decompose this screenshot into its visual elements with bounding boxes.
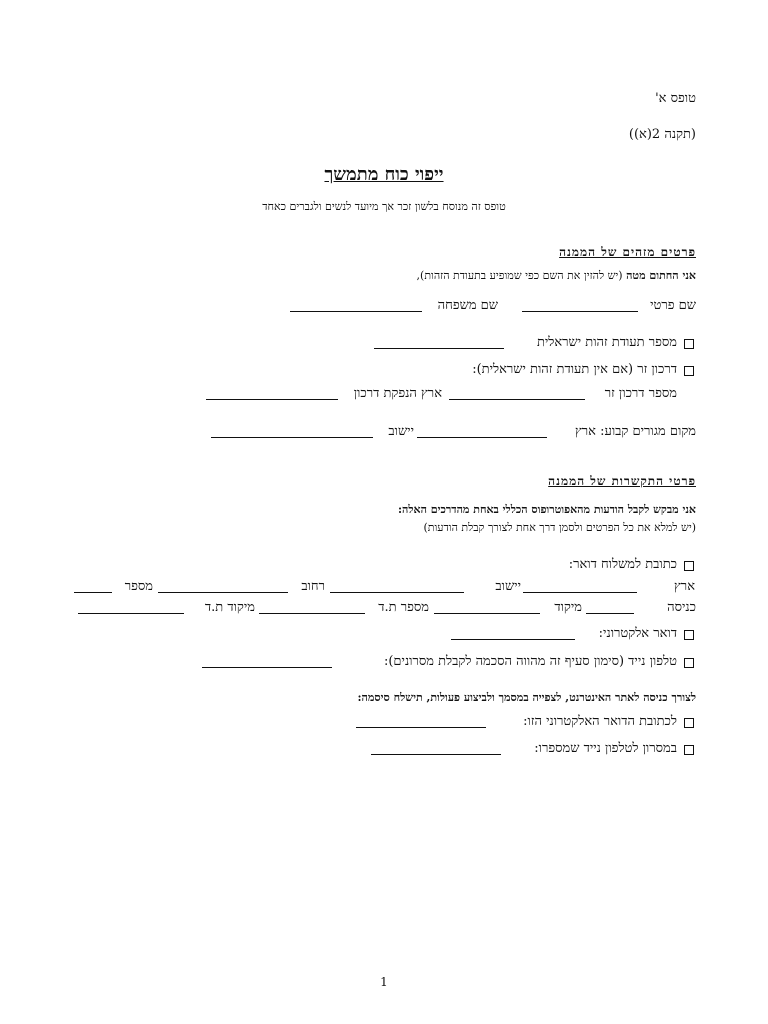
address-settlement-label: יישוב bbox=[495, 579, 521, 594]
address-number-field[interactable] bbox=[74, 592, 112, 593]
address-entrance-field[interactable] bbox=[586, 613, 634, 614]
israeli-id-label: מספר תעודת זהות ישראלית bbox=[536, 335, 677, 350]
first-name-field[interactable] bbox=[522, 311, 638, 312]
signer-intro-bold: אני החתום מטה bbox=[626, 269, 696, 282]
israeli-id-checkbox[interactable] bbox=[684, 339, 694, 349]
postal-address-checkbox[interactable] bbox=[684, 561, 694, 571]
mobile-phone-checkbox[interactable] bbox=[684, 658, 694, 668]
passport-country-label: ארץ הנפקת דרכון bbox=[353, 386, 442, 401]
address-pobox-zip-field[interactable] bbox=[78, 613, 184, 614]
address-pobox-field[interactable] bbox=[259, 613, 365, 614]
password-email-checkbox[interactable] bbox=[684, 718, 694, 728]
address-country-label: ארץ bbox=[674, 579, 695, 594]
passport-country-field[interactable] bbox=[206, 399, 338, 400]
address-zip-field[interactable] bbox=[434, 613, 540, 614]
contact-intro-note: (יש למלא את כל הפרטים ולסמן דרך אחת לצורך קבלת הודעות) bbox=[423, 521, 696, 534]
mobile-phone-field[interactable] bbox=[202, 667, 332, 668]
password-sms-field[interactable] bbox=[371, 754, 501, 755]
section-contact-details-heading: פרטי התקשרות של הממנה bbox=[548, 474, 696, 488]
address-entrance-label: כניסה bbox=[667, 600, 696, 615]
last-name-field[interactable] bbox=[290, 311, 422, 312]
mobile-phone-label: טלפון נייד (סימון סעיף זה מהווה הסכמה לקבלת מסרונים): bbox=[383, 654, 677, 669]
regulation-reference: (תקנה 2(א)) bbox=[628, 127, 696, 142]
residence-settlement-field[interactable] bbox=[211, 437, 373, 438]
address-street-field[interactable] bbox=[158, 592, 288, 593]
page-title: ייפוי כוח מתמשך bbox=[324, 164, 444, 185]
password-email-field[interactable] bbox=[356, 727, 486, 728]
password-email-label: לכתובת הדואר האלקטרוני הזו: bbox=[523, 714, 677, 729]
address-number-label: מספר bbox=[124, 579, 153, 594]
residence-country-label: מקום מגורים קבוע: ארץ bbox=[575, 424, 696, 439]
address-country-field[interactable] bbox=[523, 592, 637, 593]
address-pobox-zip-label: מיקוד ת.ד bbox=[204, 600, 255, 615]
form-label: טופס א' bbox=[655, 91, 696, 106]
signer-intro-note: (יש להזין את השם כפי שמופיע בתעודת הזהות), bbox=[416, 269, 623, 282]
gender-note: טופס זה מנוסח בלשון זכר אך מיועד לנשים ולגברים כאחד bbox=[262, 200, 506, 213]
address-settlement-field[interactable] bbox=[330, 592, 464, 593]
address-zip-label: מיקוד bbox=[554, 600, 582, 615]
address-pobox-label: מספר ת.ד bbox=[378, 600, 429, 615]
password-delivery-intro: לצורך כניסה לאתר האינטרנט, לצפייה במסמך ולביצוע פעולות, תישלח סיסמה: bbox=[357, 691, 696, 704]
contact-intro: אני מבקש לקבל הודעות מהאפוטרופוס הכללי באחת מהדרכים האלה: bbox=[398, 503, 696, 516]
password-sms-label: במסרון לטלפון נייד שמספרו: bbox=[534, 741, 677, 756]
page-number: 1 bbox=[380, 975, 388, 989]
residence-country-field[interactable] bbox=[417, 437, 547, 438]
section-identifying-details-heading: פרטים מזהים של הממנה bbox=[559, 245, 696, 259]
foreign-passport-label: דרכון זר (אם אין תעודת זהות ישראלית): bbox=[472, 362, 677, 377]
signer-intro bbox=[417, 269, 696, 282]
address-street-label: רחוב bbox=[301, 579, 325, 594]
passport-number-field[interactable] bbox=[449, 399, 585, 400]
email-label: דואר אלקטרוני: bbox=[598, 626, 677, 641]
last-name-label: שם משפחה bbox=[437, 298, 498, 313]
email-checkbox[interactable] bbox=[684, 630, 694, 640]
postal-address-label: כתובת למשלוח דואר: bbox=[568, 557, 677, 572]
israeli-id-field[interactable] bbox=[374, 348, 504, 349]
password-sms-checkbox[interactable] bbox=[684, 745, 694, 755]
first-name-label: שם פרטי bbox=[650, 298, 696, 313]
residence-settlement-label: יישוב bbox=[388, 424, 414, 439]
foreign-passport-checkbox[interactable] bbox=[684, 366, 694, 376]
email-field[interactable] bbox=[451, 639, 575, 640]
passport-number-label: מספר דרכון זר bbox=[604, 386, 677, 401]
